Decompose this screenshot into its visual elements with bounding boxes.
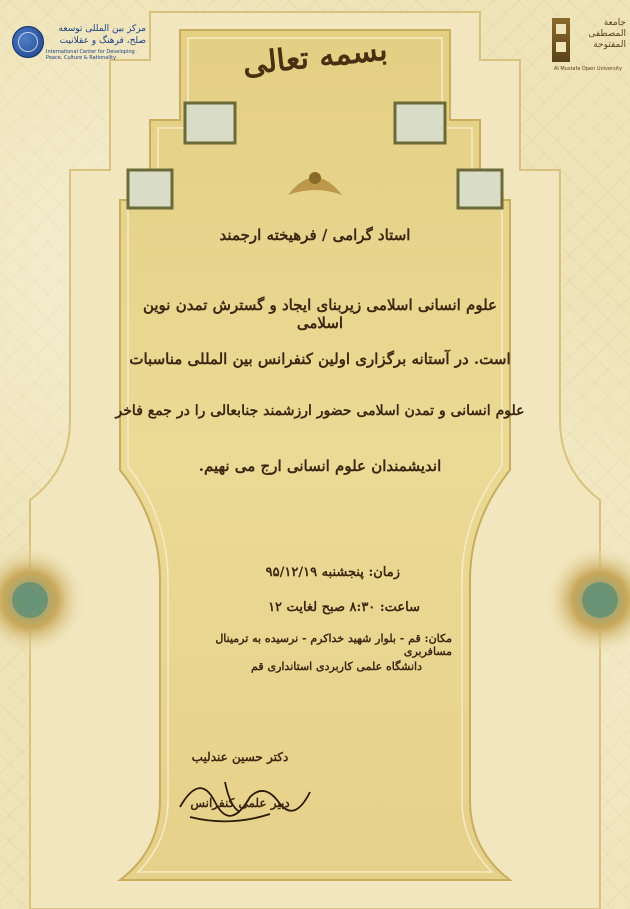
- center-logo: [8, 20, 148, 64]
- university-name-ar: جامعة المصطفى المفتوحة: [588, 18, 626, 50]
- center-name-en: International Center for Developing Peace, Culture & Rationality: [46, 49, 135, 61]
- event-place-venue: دانشگاه علمی کاربردی استانداری قم: [251, 660, 422, 673]
- invitation-paragraph-line-4: اندیشمندان علوم انسانی ارج می نهیم.: [198, 457, 442, 475]
- university-emblem-icon: [552, 18, 570, 62]
- globe-icon: [12, 26, 44, 58]
- basmala-heading: بسمه تعالی: [241, 32, 389, 83]
- signatory-role: دبیر علمی کنفرانس: [190, 796, 290, 810]
- event-date: زمان: پنجشنبه ۹۵/۱۲/۱۹: [265, 565, 400, 580]
- invitation-paragraph-line-3: علوم انسانی و تمدن اسلامی حضور ارزشمند جنابعالی را در جمع فاخر: [115, 403, 525, 419]
- salutation: استاد گرامی / فرهیخته ارجمند: [219, 226, 411, 244]
- invitation-paragraph-line-2: است. در آستانه برگزاری اولین کنفرانس بین المللی مناسبات: [129, 350, 511, 368]
- center-subtitle-fa: صلح، فرهنگ و عقلانیت: [59, 36, 146, 46]
- university-name-en: Al Mustafa Open University: [553, 66, 623, 72]
- signatory-name: دکتر حسین عندلیب: [191, 750, 289, 764]
- center-name-fa: مرکز بین المللی توسعه: [58, 24, 146, 34]
- event-hour: ساعت: ۸:۳۰ صبح لغایت ۱۲: [268, 600, 420, 615]
- event-place: مکان: قم - بلوار شهید خداکرم - نرسیده به ترمینال مسافربری: [215, 632, 452, 658]
- university-logo: [546, 14, 626, 84]
- invitation-paragraph-line-1: علوم انسانی اسلامی زیربنای ایجاد و گسترش تمدن نوین اسلامی: [142, 296, 498, 332]
